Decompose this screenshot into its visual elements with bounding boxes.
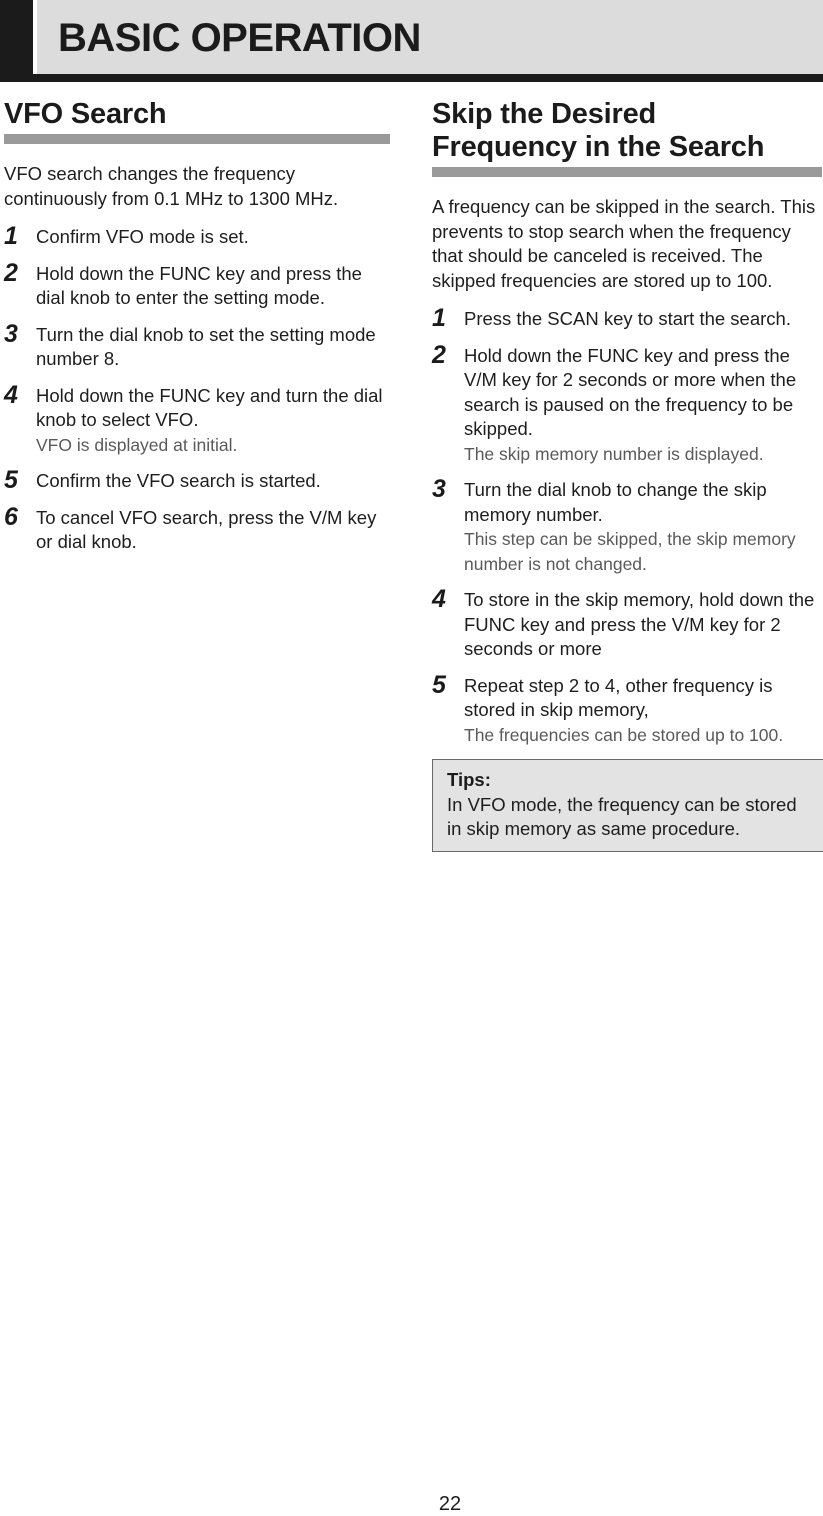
heading-line-1: Skip the Desired bbox=[432, 98, 657, 130]
step-text: Hold down the FUNC key and turn the dial knob to select VFO. bbox=[36, 384, 383, 430]
step-note: VFO is displayed at initial. bbox=[36, 434, 238, 455]
step-number: 5 bbox=[432, 670, 446, 699]
step-item bbox=[4, 222, 394, 250]
step-note: The skip memory number is displayed. bbox=[464, 443, 764, 464]
chapter-title: BASIC OPERATION bbox=[58, 16, 421, 60]
skip-search-intro: A frequency can be skipped in the search. This prevents to stop search when the frequency that should be canceled is received. The skipped frequencies are stored up to 100. bbox=[432, 196, 816, 291]
vfo-search-section bbox=[4, 98, 394, 567]
step-text: Confirm the VFO search is started. bbox=[36, 470, 321, 491]
header-black-block bbox=[0, 0, 33, 78]
tips-title: Tips: bbox=[447, 769, 491, 790]
heading-line-2: Frequency in the Search bbox=[432, 131, 765, 163]
vfo-search-heading: VFO Search bbox=[4, 98, 167, 130]
step-item bbox=[432, 340, 820, 467]
step-item bbox=[4, 466, 394, 494]
step-item bbox=[4, 380, 394, 458]
step-text: Turn the dial knob to change the skip memory number. bbox=[464, 479, 767, 525]
tips-box bbox=[432, 759, 823, 852]
step-text: To cancel VFO search, press the V/M key or dial knob. bbox=[36, 506, 377, 552]
step-text: Turn the dial knob to set the setting mode number 8. bbox=[36, 323, 376, 369]
step-text: Repeat step 2 to 4, other frequency is stored in skip memory, bbox=[464, 674, 773, 720]
step-item bbox=[432, 585, 820, 662]
section-rule bbox=[432, 167, 822, 177]
step-text: To store in the skip memory, hold down the FUNC key and press the V/M key for 2 seconds or more bbox=[464, 589, 815, 659]
step-text: Hold down the FUNC key and press the V/M key for 2 seconds or more when the search is paused on the frequency to be skipped. bbox=[464, 344, 797, 439]
vfo-search-intro: VFO search changes the frequency continuously from 0.1 MHz to 1300 MHz. bbox=[4, 163, 339, 209]
step-note: The frequencies can be stored up to 100. bbox=[464, 724, 784, 745]
step-number: 6 bbox=[4, 502, 18, 531]
step-item bbox=[4, 319, 394, 372]
step-item bbox=[432, 475, 820, 576]
step-number: 1 bbox=[432, 304, 446, 332]
step-text: Hold down the FUNC key and press the dial knob to enter the setting mode. bbox=[36, 262, 362, 308]
skip-search-section bbox=[432, 98, 820, 852]
chapter-header bbox=[0, 0, 823, 84]
step-number: 1 bbox=[4, 222, 18, 250]
step-item bbox=[432, 670, 820, 748]
step-text: Confirm VFO mode is set. bbox=[36, 226, 249, 247]
step-number: 5 bbox=[4, 466, 18, 494]
step-number: 3 bbox=[432, 475, 446, 503]
step-item bbox=[4, 502, 394, 555]
step-note: This step can be skipped, the skip memory number is not changed. bbox=[464, 529, 796, 574]
step-number: 3 bbox=[4, 319, 18, 348]
step-number: 4 bbox=[432, 585, 446, 613]
step-number: 2 bbox=[4, 258, 18, 287]
step-number: 2 bbox=[432, 340, 446, 369]
vfo-search-steps bbox=[4, 222, 394, 555]
section-rule bbox=[4, 134, 390, 144]
skip-search-heading bbox=[432, 98, 820, 164]
step-item bbox=[4, 258, 394, 311]
skip-search-steps bbox=[432, 304, 820, 747]
tips-text: In VFO mode, the frequency can be stored in skip memory as same procedure. bbox=[447, 793, 797, 839]
page-number: 22 bbox=[438, 1493, 462, 1515]
header-rule bbox=[0, 74, 823, 82]
step-number: 4 bbox=[4, 380, 18, 409]
step-item bbox=[432, 304, 820, 332]
step-text: Press the SCAN key to start the search. bbox=[464, 308, 791, 329]
